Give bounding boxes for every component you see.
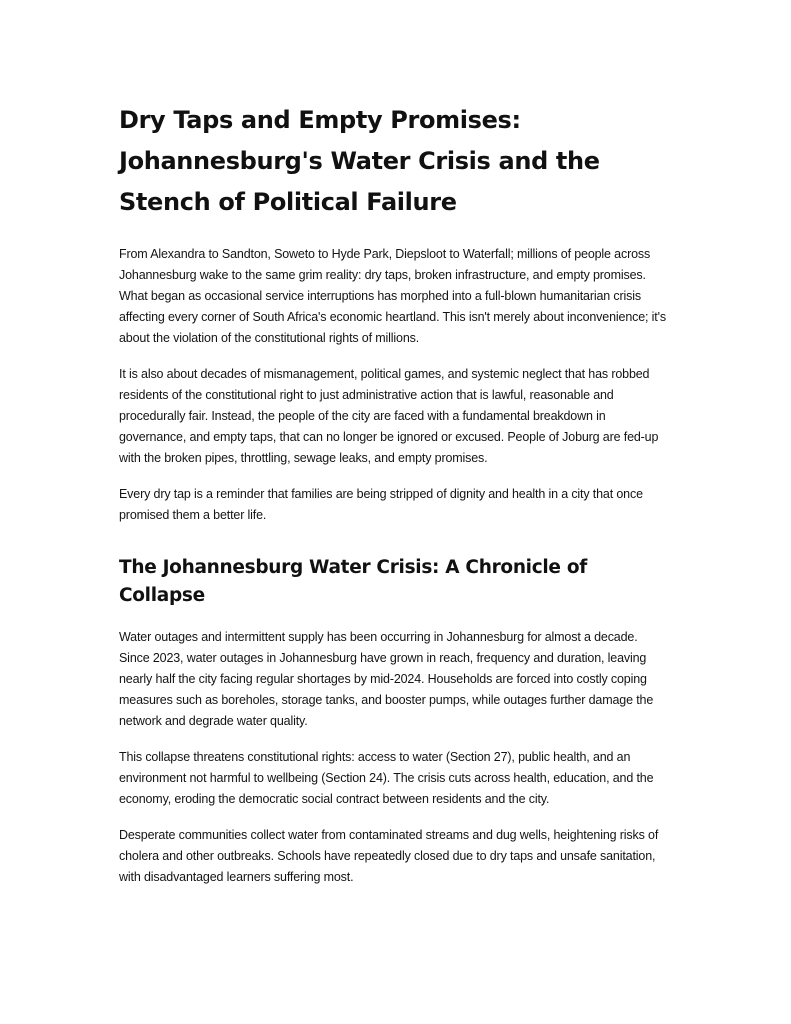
document-page [119, 100, 671, 888]
intro-paragraph-3: Every dry tap is a reminder that families are being stripped of dignity and health in a city that once promised them a better life. [119, 487, 643, 522]
section-paragraph-1: Water outages and intermittent supply has been occurring in Johannesburg for almost a decade. Since 2023, water outages in Johannesburg have grown in reach, frequency and duration, leaving nearly half the city facing regular shortages by mid-2024. Households are forced into costly coping measures such as boreholes, storage tanks, and booster pumps, while outages further damage the network and degrade water quality. [119, 630, 654, 728]
section-paragraph-3: Desperate communities collect water from contaminated streams and dug wells, heightening risks of cholera and other outbreaks. Schools have repeatedly closed due to dry taps and unsafe sanitation, with disadvantaged learners suffering most. [119, 828, 659, 884]
section-body [119, 627, 671, 888]
intro-paragraph-1: From Alexandra to Sandton, Soweto to Hyde Park, Diepsloot to Waterfall; millions of people across Johannesburg wake to the same grim reality: dry taps, broken infrastructure, and empty promises. What began as occasional service interruptions has morphed into a full-blown humanitarian crisis affecting every corner of South Africa's economic heartland. This isn't merely about inconvenience; it's about the violation of the constitutional rights of millions. [119, 247, 666, 345]
intro-paragraph-2: It is also about decades of mismanagement, political games, and systemic neglect that has robbed residents of the constitutional right to just administrative action that is lawful, reasonable and procedurally fair. Instead, the people of the city are faced with a fundamental breakdown in governance, and empty taps, that can no longer be ignored or excused. People of Joburg are fed-up with the broken pipes, throttling, sewage leaks, and empty promises. [119, 367, 659, 465]
section-heading: The Johannesburg Water Crisis: A Chronicle of Collapse [119, 557, 587, 606]
article-title: Dry Taps and Empty Promises: Johannesburg's Water Crisis and the Stench of Political Failure [119, 106, 600, 216]
section-paragraph-2: This collapse threatens constitutional rights: access to water (Section 27), public health, and an environment not harmful to wellbeing (Section 24). The crisis cuts across health, education, and the economy, eroding the democratic social contract between residents and the city. [119, 750, 654, 806]
intro-section [119, 244, 671, 526]
